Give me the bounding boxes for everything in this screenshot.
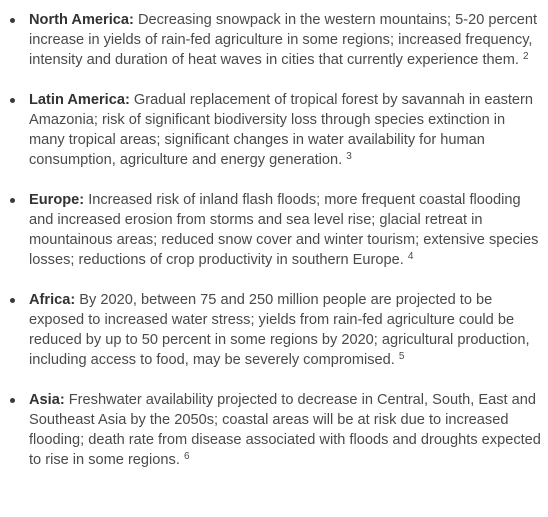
footnote-reference-link[interactable]: 5 (398, 351, 405, 362)
bullet-icon (10, 18, 15, 23)
list-item-africa (0, 290, 548, 370)
region-name: Europe: (29, 192, 85, 208)
region-name: Latin America: (29, 92, 130, 108)
bullet-icon (10, 298, 15, 303)
footnote-reference-link[interactable]: 2 (523, 51, 529, 62)
region-description: Decreasing snowpack in the western mountains; 5-20 percent increase in yields of rain-fed agriculture in some regions; increased frequency, intensity and duration of heat waves in cities that currently experience them. (29, 12, 538, 68)
region-description: By 2020, between 75 and 250 million people are projected to be exposed to increased water stress; yields from rain-fed agriculture could be reduced by up to 50 percent in some regions by 2020; agricultural production, including access to food, may be severely compromised. (29, 292, 530, 368)
region-description: Increased risk of inland flash floods; more frequent coastal flooding and increased erosion from storms and sea level rise; glacial retreat in mountainous areas; reduced snow cover and winter tourism; extensive species losses; reductions of crop productivity in southern Europe. (29, 192, 539, 268)
bullet-icon (10, 98, 15, 103)
list-item-north-america (0, 10, 548, 70)
footnote-reference-link[interactable]: 4 (407, 251, 414, 262)
region-name: Asia: (29, 392, 65, 408)
region-description: Gradual replacement of tropical forest by savannah in eastern Amazonia; risk of significant biodiversity loss through species extinction in many tropical areas; significant changes in water availability for human consumption, agriculture and energy generation. (29, 92, 534, 168)
bullet-icon (10, 198, 15, 203)
region-name: Africa: (29, 292, 76, 308)
region-description: Freshwater availability projected to decrease in Central, South, East and Southeast Asia by the 2050s; coastal areas will be at risk due to increased flooding; death rate from disease associated with floods and droughts expected to rise in some regions. (29, 392, 541, 468)
bullet-icon (10, 398, 15, 403)
footnote-reference-link[interactable]: 3 (346, 151, 352, 162)
region-impacts-list (0, 10, 548, 470)
list-item-europe (0, 190, 548, 270)
region-name: North America: (29, 12, 134, 28)
footnote-reference-link[interactable]: 6 (183, 451, 190, 462)
list-item-latin-america (0, 90, 548, 170)
list-item-asia (0, 390, 548, 470)
